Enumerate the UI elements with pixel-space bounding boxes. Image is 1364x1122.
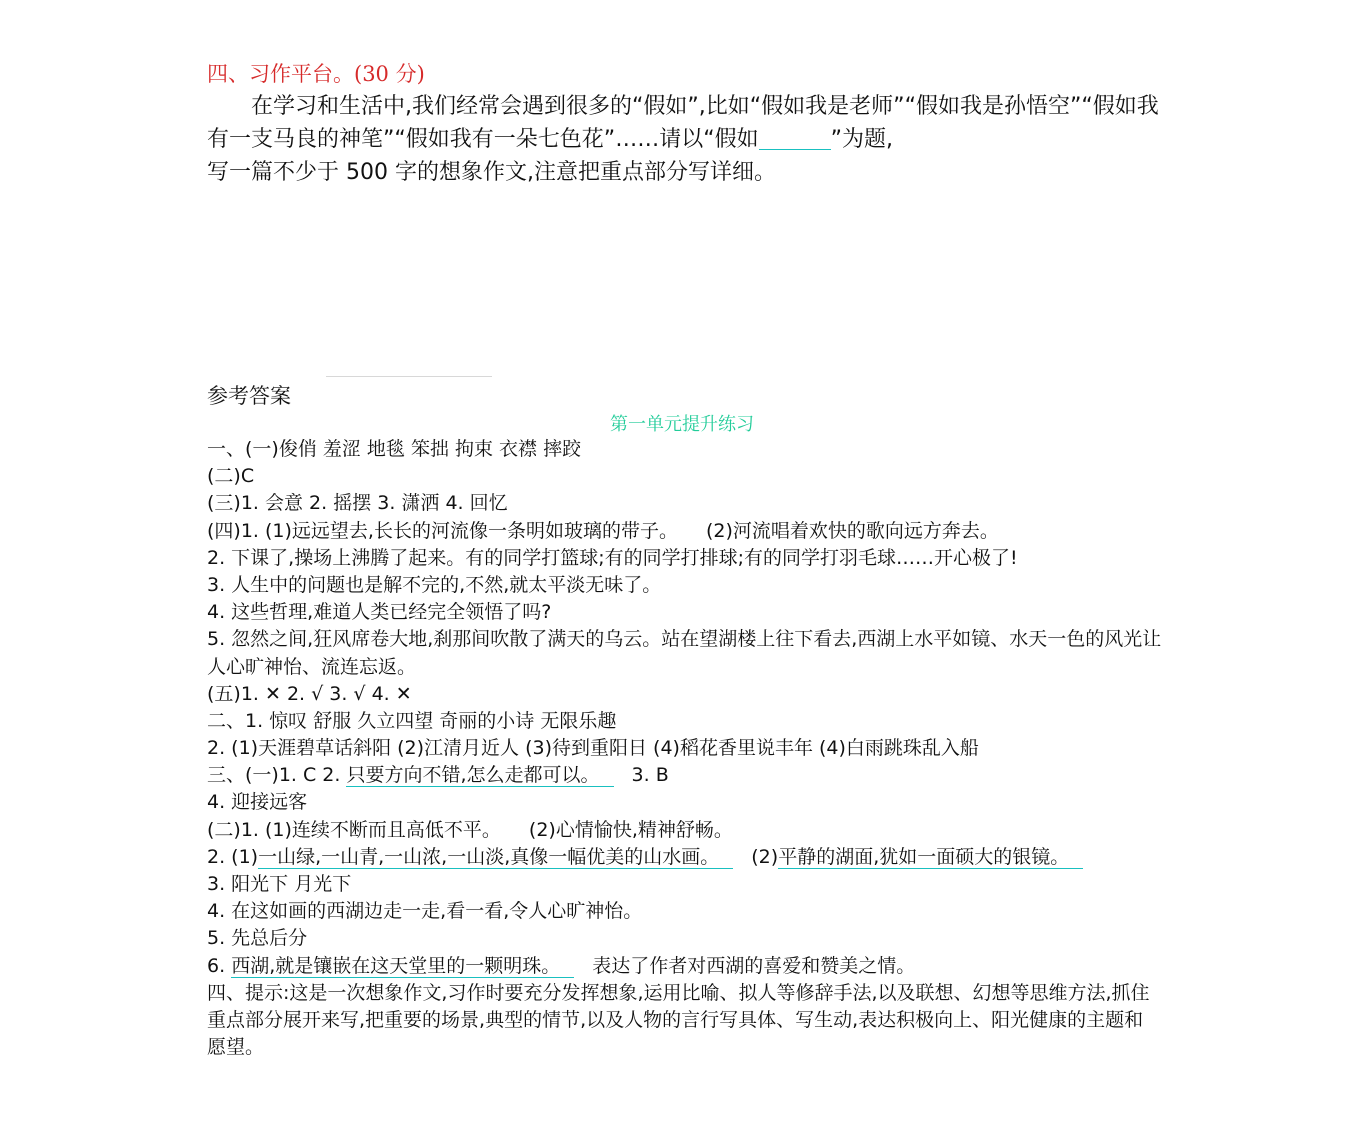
- prompt-text-end: ”为题,: [830, 127, 893, 152]
- answer-part: (2)心情愉快,精神舒畅。: [528, 818, 733, 841]
- answer-line: [207, 844, 1162, 871]
- unit-title: 第一单元提升练习: [610, 414, 754, 435]
- writing-prompt-line: 写一篇不少于 500 字的想象作文,注意把重点部分写详细。: [207, 160, 776, 185]
- answer-part: (2)河流唱着欢快的歌向远方奔去。: [705, 519, 999, 542]
- answer-part: (四)1. (1)远远望去,长长的河流像一条明如玻璃的带子。: [207, 519, 678, 542]
- answer-line: 4. 迎接远客: [207, 791, 308, 814]
- divider: [326, 376, 492, 377]
- answer-line: 一、(一)俊俏 羞涩 地毯 笨拙 拘束 衣襟 摔跤: [207, 438, 582, 460]
- answer-line: 2. (1)天涯碧草话斜阳 (2)江清月近人 (3)待到重阳日 (4)稻花香里说丰年 (4)白雨跳珠乱入船: [207, 737, 979, 760]
- underlined-answer: 平静的湖面,犹如一面硕大的银镜。: [778, 846, 1083, 869]
- answer-line: 4. 在这如画的西湖边走一走,看一看,令人心旷神怡。: [207, 900, 643, 923]
- underlined-answer: 西湖,就是镶嵌在这天堂里的一颗明珠。: [231, 955, 574, 978]
- answers-title: 参考答案: [207, 384, 291, 408]
- answer-part: 三、(一)1. C 2.: [207, 764, 341, 787]
- answer-line: [207, 762, 1162, 789]
- answer-part: (二)1. (1)连续不断而且高低不平。: [207, 818, 501, 841]
- answer-line: 3. 阳光下 月光下: [207, 873, 352, 896]
- underlined-answer: 一山绿,一山青,一山浓,一山淡,真像一幅优美的山水画。: [258, 846, 733, 869]
- answer-line: (二)C: [207, 465, 255, 488]
- answer-part: 6.: [207, 954, 226, 977]
- fill-blank: [759, 127, 831, 150]
- answer-line: 3. 人生中的问题也是解不完的,不然,就太平淡无味了。: [207, 573, 662, 596]
- underlined-answer: 只要方向不错,怎么走都可以。: [346, 764, 613, 787]
- answer-line: (三)1. 会意 2. 摇摆 3. 潇洒 4. 回忆: [207, 492, 508, 515]
- section-title: 四、习作平台。(30 分): [207, 62, 425, 86]
- answer-line: [207, 953, 1162, 980]
- answer-line: (五)1. ✕ 2. √ 3. √ 4. ✕: [207, 682, 412, 705]
- answer-part: 2. (1): [207, 845, 259, 868]
- prompt-text: 在学习和生活中,我们经常会遇到很多的“假如”,比如“假如我是老师”“假如我是孙悟空”“假如我有一支马良的神笔”“假如我有一朵七色花”……请以“假如: [207, 94, 1159, 152]
- answer-line: 4. 这些哲理,难道人类已经完全领悟了吗?: [207, 601, 552, 624]
- answer-line: [207, 518, 1162, 545]
- answer-part: (2): [751, 845, 779, 868]
- answer-line: 2. 下课了,操场上沸腾了起来。有的同学打篮球;有的同学打排球;有的同学打羽毛球……开心极了!: [207, 546, 1018, 569]
- answer-list: [207, 436, 1162, 1061]
- answer-line: 5. 忽然之间,狂风席卷大地,刹那间吹散了满天的乌云。站在望湖楼上往下看去,西湖上水平如镜、水天一色的风光让人心旷神怡、流连忘返。: [207, 628, 1162, 678]
- answer-line: 四、提示:这是一次想象作文,习作时要充分发挥想象,运用比喻、拟人等修辞手法,以及联想、幻想等思维方法,抓住重点部分展开来写,把重要的场景,典型的情节,以及人物的言行写具体、写生动,表达积极向上、阳光健康的主题和愿望。: [207, 981, 1150, 1059]
- answer-part: 3. B: [631, 764, 669, 787]
- answer-line: [207, 817, 1162, 844]
- writing-prompt: [207, 90, 1162, 156]
- answer-line: 5. 先总后分: [207, 927, 308, 950]
- answer-part: 表达了作者对西湖的喜爱和赞美之情。: [592, 954, 916, 977]
- answer-line: 二、1. 惊叹 舒服 久立四望 奇丽的小诗 无限乐趣: [207, 709, 617, 732]
